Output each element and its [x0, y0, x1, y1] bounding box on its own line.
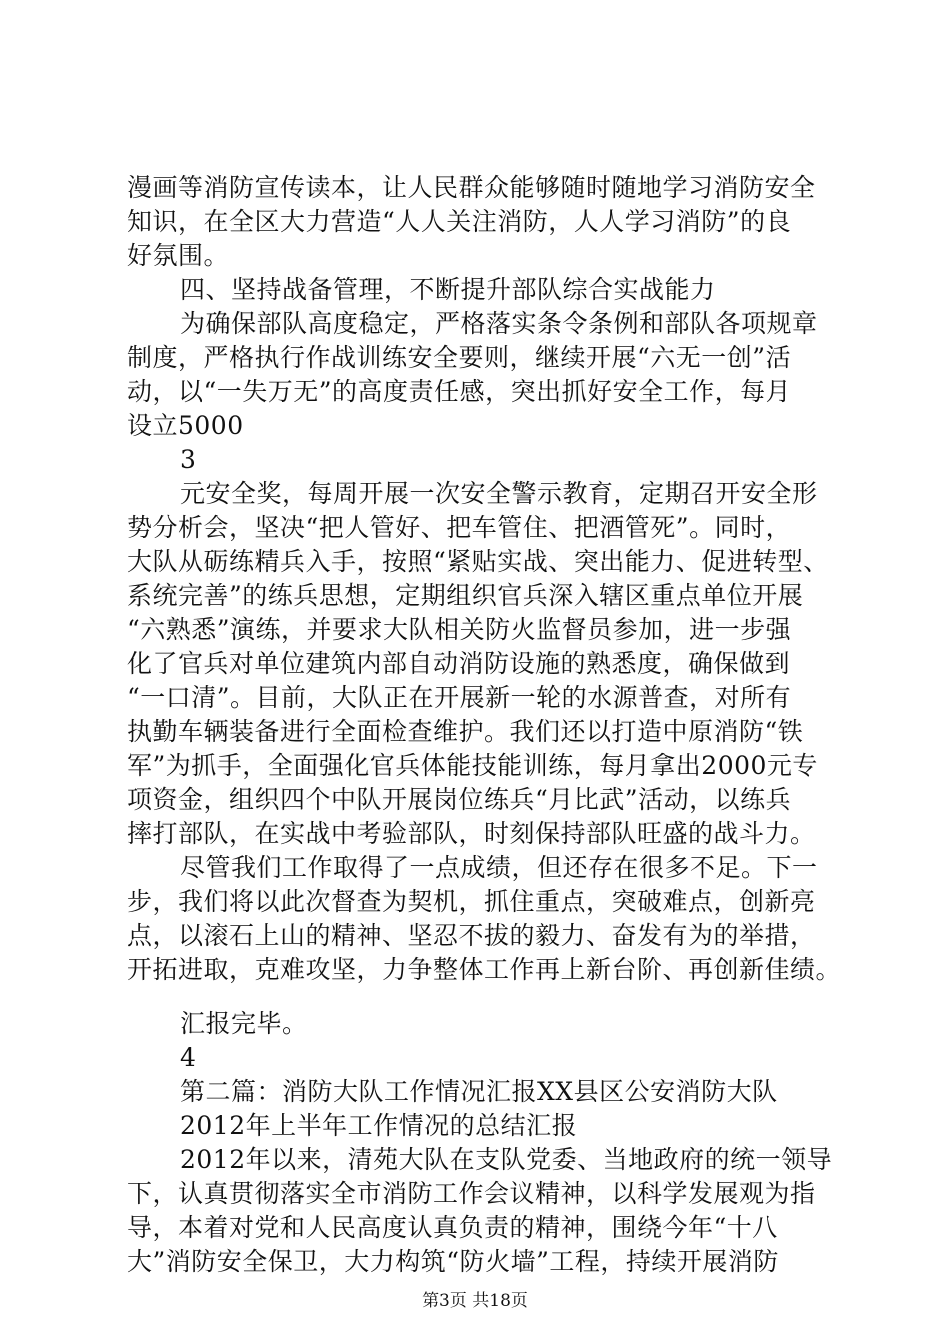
text-line: 下，认真贯彻落实全市消防工作会议精神，以科学发展观为指: [127, 1179, 816, 1208]
text-line: 执勤车辆装备进行全面检查维护。我们还以打造中原消防“铁: [127, 717, 804, 746]
page-footer: 第3页 共18页: [422, 1291, 528, 1311]
text-line: 动，以“一失万无”的高度责任感，突出抓好安全工作，每月: [127, 377, 792, 406]
text-line: 系统完善”的练兵思想，定期组织官兵深入辖区重点单位开展: [127, 581, 804, 610]
text-line: 势分析会，坚决“把人管好、把车管住、把酒管死”。同时，: [127, 513, 792, 542]
text-line: 大”消防安全保卫，大力构筑“防火墙”工程，持续开展消防: [127, 1247, 779, 1276]
text-line: 导，本着对党和人民高度认真负责的精神，围绕今年“十八: [127, 1213, 778, 1242]
page-number-marker: 3: [180, 445, 197, 474]
text-line: “六熟悉”演练，并要求大队相关防火监督员参加，进一步强: [127, 615, 792, 644]
text-line: 点，以滚石上山的精神、坚忍不拔的毅力、奋发有为的举措，: [127, 921, 816, 950]
text-line: 化了官兵对单位建筑内部自动消防设施的熟悉度，确保做到: [127, 649, 791, 678]
text-line: 摔打部队，在实战中考验部队，时刻保持部队旺盛的战斗力。: [127, 819, 816, 848]
section-heading: 四、坚持战备管理，不断提升部队综合实战能力: [180, 275, 716, 304]
text-line: 好氛围。: [127, 241, 230, 270]
text-line: 设立5000: [127, 411, 244, 440]
text-line: 步，我们将以此次督查为契机，抓住重点，突破难点，创新亮: [127, 887, 816, 916]
closing-line: 汇报完毕。: [180, 1009, 308, 1038]
section-title: 第二篇：消防大队工作情况汇报XX县区公安消防大队: [180, 1077, 778, 1106]
text-line: 开拓进取，克难攻坚，力争整体工作再上新台阶、再创新佳绩。: [127, 955, 842, 984]
text-line: 军”为抓手，全面强化官兵体能技能训练，每月拿出2000元专: [127, 751, 818, 780]
section-subtitle: 2012年上半年工作情况的总结汇报: [180, 1111, 578, 1140]
text-line: 为确保部队高度稳定，严格落实条令条例和部队各项规章: [180, 309, 818, 338]
text-line: 尽管我们工作取得了一点成绩，但还存在很多不足。下一: [180, 853, 818, 882]
text-line: 2012年以来，清苑大队在支队党委、当地政府的统一领导: [180, 1145, 833, 1174]
text-line: 元安全奖，每周开展一次安全警示教育，定期召开安全形: [180, 479, 818, 508]
text-line: “一口清”。目前，大队正在开展新一轮的水源普查，对所有: [127, 683, 792, 712]
text-line: 漫画等消防宣传读本，让人民群众能够随时随地学习消防安全: [127, 173, 816, 202]
text-line: 项资金，组织四个中队开展岗位练兵“月比武”活动，以练兵: [127, 785, 792, 814]
text-line: 知识，在全区大力营造“人人关注消防，人人学习消防”的良: [127, 207, 792, 236]
text-line: 大队从砺练精兵入手，按照“紧贴实战、突出能力、促进转型、: [127, 547, 829, 576]
page-number-marker: 4: [180, 1043, 197, 1072]
text-line: 制度，严格执行作战训练安全要则，继续开展“六无一创”活: [127, 343, 792, 372]
